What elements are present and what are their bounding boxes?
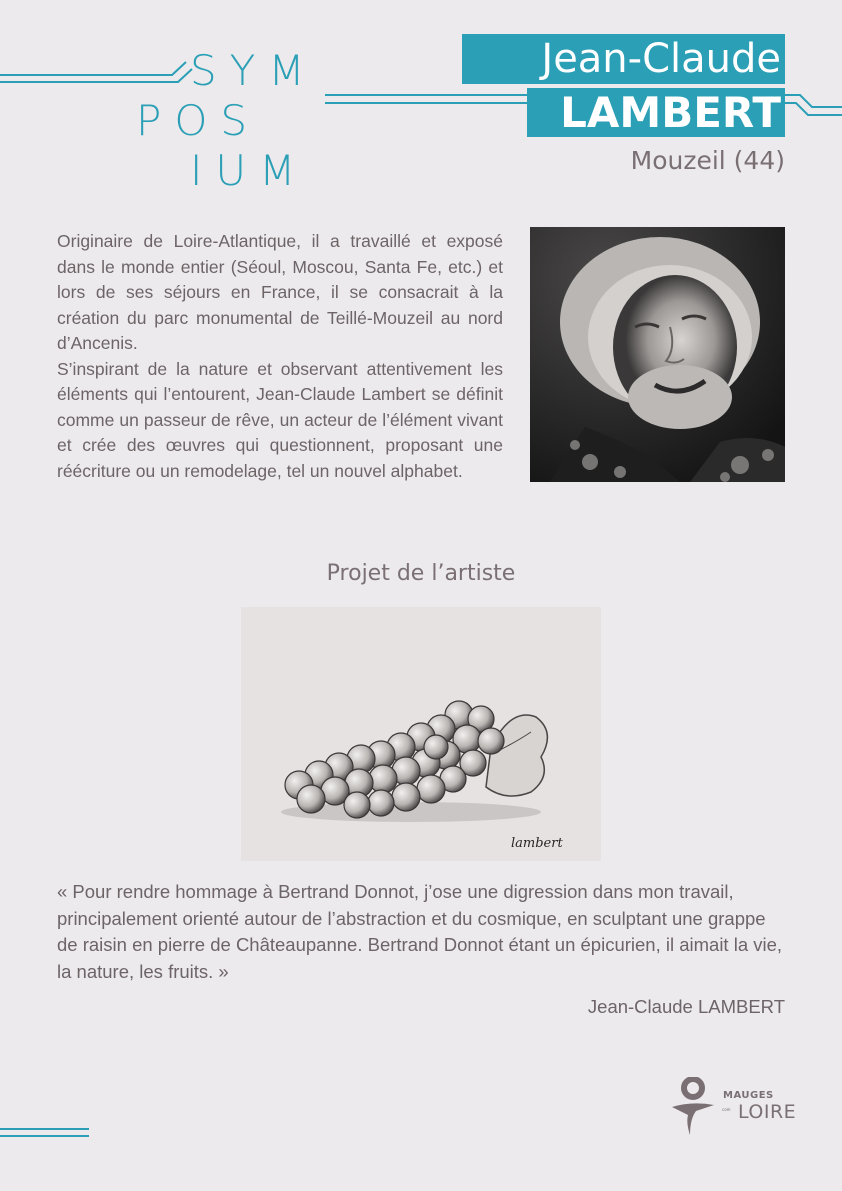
artist-quote: « Pour rendre hommage à Bertrand Donnot, j’ose une digression dans mon travail, principalement orienté autour de l’abstraction et du cosmique, en sculptant une grappe de raisin en pierre de Châteaupanne. Bertrand Donnot étant un épicurien, il aimait la vie, la nature, les fruits. »: [57, 881, 783, 982]
artist-last-name-text: LAMBERT: [560, 88, 781, 137]
artist-first-name-text: Jean-Claude: [541, 36, 781, 82]
logo-line-2: POS: [136, 96, 261, 145]
artist-first-name: [462, 34, 785, 84]
logo-line-1: SYM: [190, 46, 318, 95]
logo-text-loire: LOIRE: [738, 1101, 797, 1123]
grape-sketch-image: [241, 607, 601, 861]
logo-line-3: IUM: [190, 146, 309, 195]
project-title: Projet de l’artiste: [326, 561, 516, 586]
sketch-signature: lambert: [511, 836, 563, 851]
bio-paragraph: Originaire de Loire-Atlantique, il a travaillé et exposé dans le monde entier (Séoul, Moscou, Santa Fe, etc.) et lors de ses séjours en France, il se consacrait à la création du parc monumental de Teillé-Mouzeil au nord d’Ancenis.: [57, 231, 503, 353]
logo-text-mauges: MAUGES: [723, 1090, 774, 1101]
logo-text-small: com: [722, 1107, 731, 1112]
quote-signature: Jean-Claude LAMBERT: [587, 996, 785, 1017]
artist-portrait-photo: [530, 227, 785, 482]
artist-last-name: [527, 88, 785, 137]
symposium-logo: [0, 0, 340, 200]
artist-location: Mouzeil (44): [630, 146, 785, 175]
bio-paragraph: S’inspirant de la nature et observant attentivement les éléments qui l’entourent, Jean-Claude Lambert se définit comme un passeur de rêve, un acteur de l’élément vivant et crée des œuvres qui questionnent, proposant une réécriture ou un remodelage, tel un nouvel alphabet.: [57, 358, 503, 481]
artist-bio: [57, 229, 503, 484]
